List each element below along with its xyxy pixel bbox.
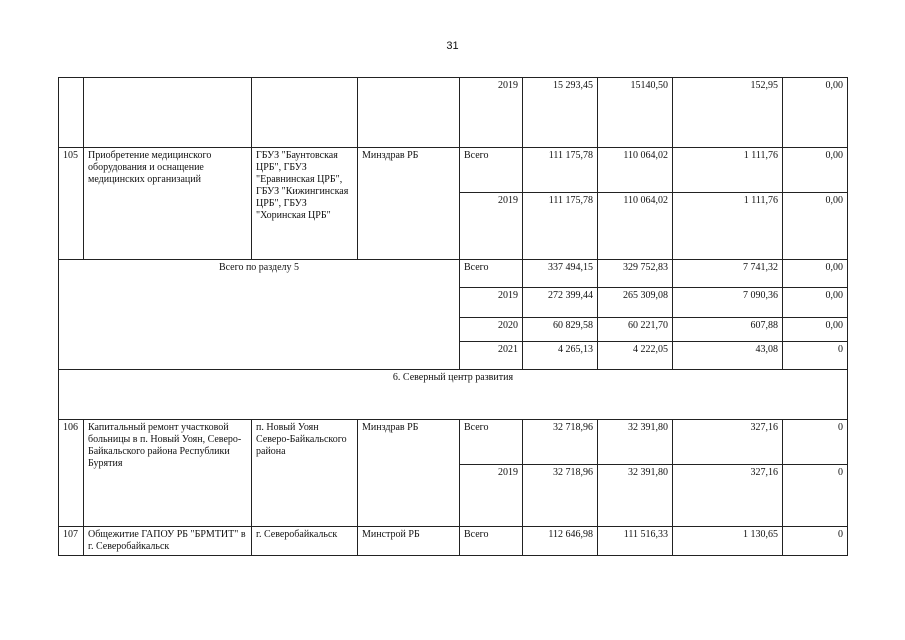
org-cell: г. Северобайкальск [252, 527, 358, 556]
other-cell: 0,00 [783, 193, 848, 260]
other-cell: 0 [783, 465, 848, 527]
federal-cell: 15140,50 [598, 78, 673, 148]
org-cell: ГБУЗ "Баунтовская ЦРБ", ГБУЗ "Еравнинская ЦРБ", ГБУЗ "Кижингинская ЦРБ", ГБУЗ "Хоринская ЦРБ" [252, 148, 358, 260]
total-cell: 112 646,98 [523, 527, 598, 556]
table-row [59, 148, 848, 193]
federal-cell: 110 064,02 [598, 148, 673, 193]
other-cell: 0,00 [783, 288, 848, 318]
name-cell: Общежитие ГАПОУ РБ "БРМТИТ" в г. Северобайкальск [84, 527, 252, 556]
ministry-cell: Минздрав РБ [358, 420, 460, 527]
name-cell: Приобретение медицинского оборудования и оснащение медицинских организаций [84, 148, 252, 260]
total-cell: 32 718,96 [523, 420, 598, 465]
federal-cell: 111 516,33 [598, 527, 673, 556]
page-number: 31 [446, 40, 459, 52]
other-cell: 0,00 [783, 318, 848, 342]
section-total-label: Всего по разделу 5 [59, 260, 460, 370]
ministry-cell: Минздрав РБ [358, 148, 460, 260]
label-cell: Всего [460, 420, 523, 465]
row-number-cell [59, 78, 84, 148]
year-cell: 2019 [460, 465, 523, 527]
year-cell: 2021 [460, 342, 523, 370]
total-cell: 15 293,45 [523, 78, 598, 148]
regional-cell: 7 090,36 [673, 288, 783, 318]
regional-cell: 607,88 [673, 318, 783, 342]
other-cell: 0,00 [783, 148, 848, 193]
total-cell: 272 399,44 [523, 288, 598, 318]
row-number-cell: 105 [59, 148, 84, 260]
ministry-cell [358, 78, 460, 148]
total-cell: 60 829,58 [523, 318, 598, 342]
federal-cell: 4 222,05 [598, 342, 673, 370]
total-cell: 32 718,96 [523, 465, 598, 527]
label-cell: Всего [460, 148, 523, 193]
ministry-cell: Минстрой РБ [358, 527, 460, 556]
federal-cell: 329 752,83 [598, 260, 673, 288]
total-cell: 337 494,15 [523, 260, 598, 288]
federal-cell: 32 391,80 [598, 465, 673, 527]
regional-cell: 43,08 [673, 342, 783, 370]
regional-cell: 1 111,76 [673, 148, 783, 193]
year-cell: 2019 [460, 78, 523, 148]
year-cell: 2020 [460, 318, 523, 342]
table-row [59, 370, 848, 420]
federal-cell: 60 221,70 [598, 318, 673, 342]
section-title: 6. Северный центр развития [59, 370, 848, 420]
year-cell: 2019 [460, 193, 523, 260]
row-number-cell: 106 [59, 420, 84, 527]
other-cell: 0 [783, 420, 848, 465]
federal-cell: 265 309,08 [598, 288, 673, 318]
regional-cell: 7 741,32 [673, 260, 783, 288]
name-cell [84, 78, 252, 148]
budget-table [58, 77, 848, 556]
other-cell: 0 [783, 342, 848, 370]
name-cell: Капитальный ремонт участковой больницы в п. Новый Уоян, Северо-Байкальского района Республики Бурятия [84, 420, 252, 527]
federal-cell: 110 064,02 [598, 193, 673, 260]
total-cell: 4 265,13 [523, 342, 598, 370]
regional-cell: 327,16 [673, 465, 783, 527]
org-cell [252, 78, 358, 148]
regional-cell: 327,16 [673, 420, 783, 465]
year-cell: 2019 [460, 288, 523, 318]
total-cell: 111 175,78 [523, 193, 598, 260]
table-row [59, 260, 848, 288]
table-row [59, 78, 848, 148]
regional-cell: 1 111,76 [673, 193, 783, 260]
other-cell: 0,00 [783, 260, 848, 288]
table-row [59, 527, 848, 556]
total-cell: 111 175,78 [523, 148, 598, 193]
federal-cell: 32 391,80 [598, 420, 673, 465]
row-number-cell: 107 [59, 527, 84, 556]
regional-cell: 152,95 [673, 78, 783, 148]
org-cell: п. Новый Уоян Северо-Байкальского района [252, 420, 358, 527]
other-cell: 0 [783, 527, 848, 556]
label-cell: Всего [460, 527, 523, 556]
regional-cell: 1 130,65 [673, 527, 783, 556]
label-cell: Всего [460, 260, 523, 288]
table-row [59, 420, 848, 465]
other-cell: 0,00 [783, 78, 848, 148]
